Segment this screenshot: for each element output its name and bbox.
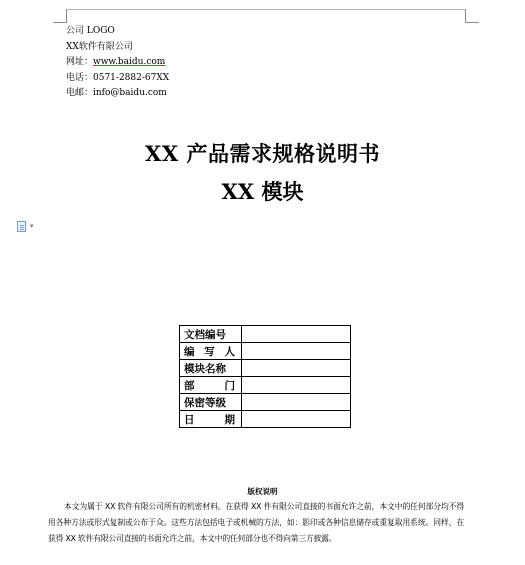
table-value-cell[interactable] bbox=[242, 360, 351, 377]
table-label-text: 人 bbox=[224, 345, 235, 358]
table-label-text: 写 bbox=[204, 345, 215, 358]
crop-mark-top-left-horizontal bbox=[53, 22, 67, 23]
crop-mark-top-right-horizontal bbox=[465, 22, 479, 23]
document-icon[interactable] bbox=[17, 221, 26, 232]
table-label-text: 编 bbox=[184, 345, 195, 358]
module-title: XX 模块 bbox=[221, 179, 304, 204]
table-value-cell[interactable] bbox=[242, 377, 351, 394]
table-row bbox=[180, 377, 351, 394]
table-label-text: 模块名称 bbox=[184, 362, 226, 375]
table-label-cell bbox=[180, 343, 242, 360]
website-link[interactable]: www.baidu.com bbox=[93, 57, 166, 68]
table-row bbox=[180, 326, 351, 343]
table-row bbox=[180, 411, 351, 428]
email-line: 电邮：info@baidu.com bbox=[66, 88, 167, 99]
table-label-text: 期 bbox=[224, 413, 235, 426]
chevron-down-icon[interactable]: ▾ bbox=[30, 222, 34, 230]
table-label-text: 日 bbox=[184, 413, 195, 426]
table-row bbox=[180, 360, 351, 377]
website-line bbox=[66, 55, 169, 71]
table-row bbox=[180, 394, 351, 411]
table-value-cell[interactable] bbox=[242, 343, 351, 360]
page-top-margin-line bbox=[66, 9, 466, 10]
table-label-text: 部 bbox=[184, 379, 195, 392]
document-info-table bbox=[179, 325, 351, 428]
table-value-cell[interactable] bbox=[242, 326, 351, 343]
company-header bbox=[66, 24, 169, 102]
phone-line: 电话：0571-2882-67XX bbox=[66, 72, 170, 83]
company-name: XX软件有限公司 bbox=[66, 41, 133, 52]
crop-mark-top-right bbox=[465, 9, 466, 23]
table-row bbox=[180, 343, 351, 360]
document-title: XX 产品需求规格说明书 bbox=[145, 141, 380, 166]
table-label-cell bbox=[180, 377, 242, 394]
logo-line: 公司 LOGO bbox=[66, 26, 115, 36]
copyright-body: 本文为属于 XX 软件有限公司所有的机密材料。在获得 XX 件有限公司直接的书面允许之前，本文中的任何部分均不得用各种方法或形式复制或公布于众。这些方法包括电子或机械的方法，如：影印或各种信息储存或重复取用系统。同样，在获得 XX 软件有限公司直接的书面允许之前，本文中的任何部分也不得向第三方披露。 bbox=[48, 502, 464, 543]
table-label-cell bbox=[180, 326, 242, 343]
crop-mark-top-left bbox=[66, 9, 67, 23]
table-label-text: 文档编号 bbox=[184, 328, 226, 341]
copyright-title: 版权说明 bbox=[247, 487, 278, 496]
table-label-cell bbox=[180, 360, 242, 377]
table-label-cell bbox=[180, 411, 242, 428]
table-value-cell[interactable] bbox=[242, 394, 351, 411]
table-label-text: 门 bbox=[224, 379, 235, 392]
table-label-cell bbox=[180, 394, 242, 411]
table-label-text: 保密等级 bbox=[184, 396, 226, 409]
table-value-cell[interactable] bbox=[242, 411, 351, 428]
website-label: 网址： bbox=[66, 57, 94, 68]
